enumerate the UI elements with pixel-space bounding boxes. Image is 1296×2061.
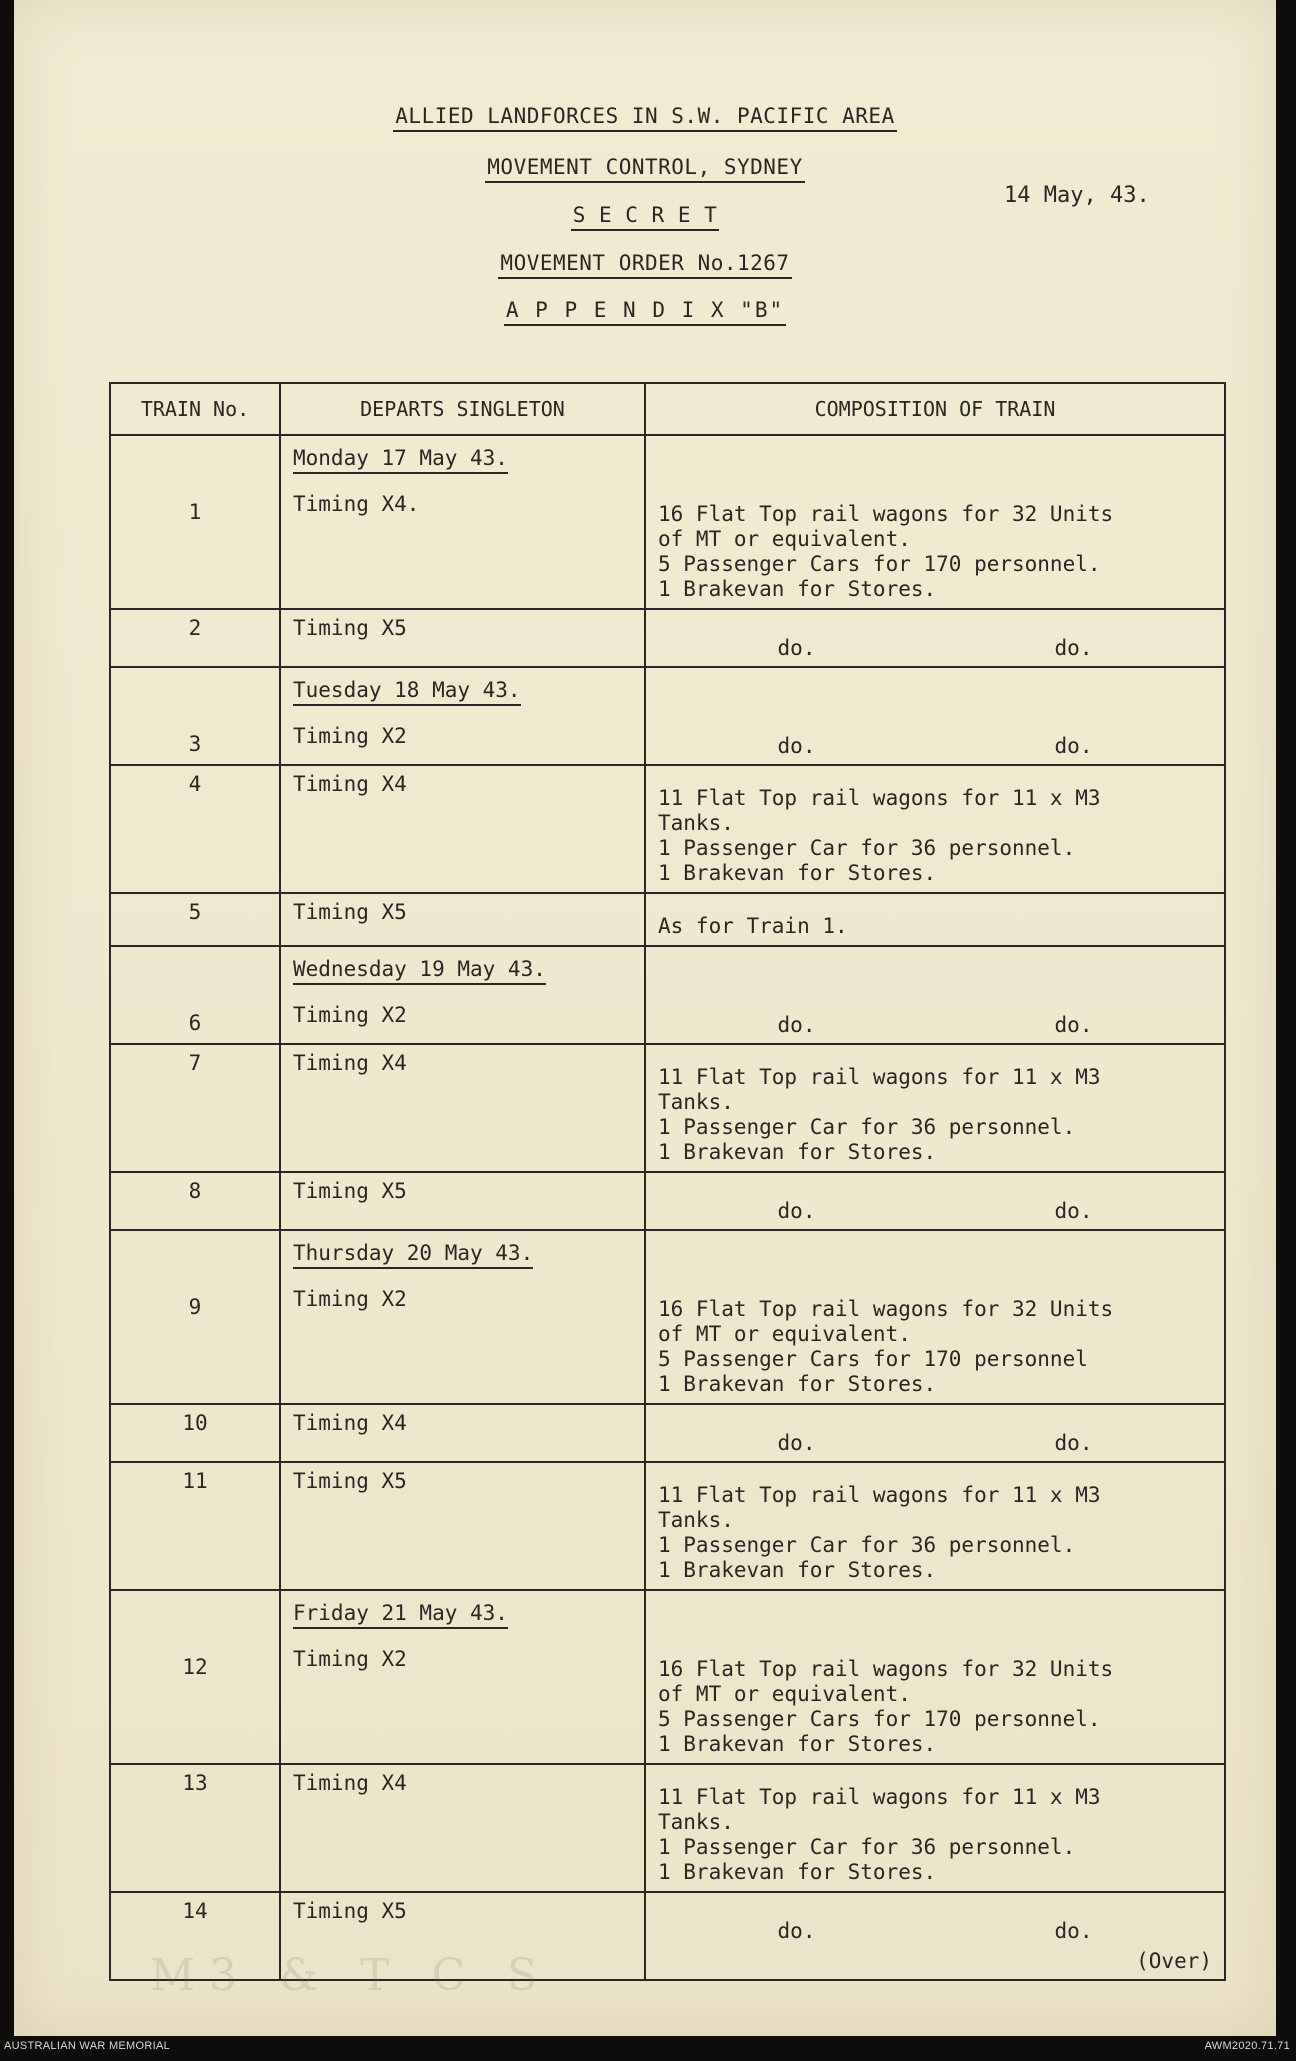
composition-line: 1 Brakevan for Stores. <box>658 577 937 601</box>
composition-line: Tanks. <box>658 1810 734 1834</box>
document-date: 14 May, 43. <box>1004 183 1150 208</box>
table-header-row <box>110 383 1225 435</box>
train-number: 13 <box>110 1764 280 1892</box>
composition-cell <box>645 1044 1225 1172</box>
composition-line: 11 Flat Top rail wagons for 11 x M3 <box>658 1483 1101 1507</box>
ditto-mark: do. <box>777 1919 816 1943</box>
table-row <box>110 1764 1225 1892</box>
over-note: (Over) <box>1136 1949 1212 1973</box>
ditto-mark: do. <box>777 1199 816 1223</box>
table-row <box>110 1172 1225 1230</box>
departure-cell <box>280 1764 645 1892</box>
composition-cell <box>645 946 1225 1044</box>
table-row <box>110 946 1225 1044</box>
ditto-mark: do. <box>777 636 816 660</box>
composition-line: 16 Flat Top rail wagons for 32 Units <box>658 502 1114 526</box>
table-row <box>110 609 1225 667</box>
header-appendix: A P P E N D I X "B" <box>14 298 1276 322</box>
ditto-mark: do. <box>1054 1199 1093 1223</box>
composition-line: As for Train 1. <box>658 914 848 938</box>
composition-line: 1 Passenger Car for 36 personnel. <box>658 1835 1076 1859</box>
ditto-mark: do. <box>1054 1013 1093 1037</box>
composition-line: Tanks. <box>658 811 734 835</box>
departure-timing: Timing X5 <box>293 1179 407 1203</box>
train-number: 10 <box>110 1404 280 1462</box>
departure-cell <box>280 1044 645 1172</box>
departure-cell <box>280 1404 645 1462</box>
departure-cell <box>280 609 645 667</box>
composition-line: 16 Flat Top rail wagons for 32 Units <box>658 1657 1114 1681</box>
composition-cell <box>645 1590 1225 1764</box>
ditto-mark: do. <box>777 1013 816 1037</box>
col-composition: COMPOSITION OF TRAIN <box>645 383 1225 435</box>
departure-cell <box>280 667 645 765</box>
train-schedule-table <box>109 382 1226 1981</box>
departure-timing: Timing X4 <box>293 1771 407 1795</box>
composition-cell <box>645 893 1225 946</box>
header-unit: MOVEMENT CONTROL, SYDNEY <box>14 155 1276 179</box>
train-number: 14 <box>110 1892 280 1980</box>
train-number: 3 <box>110 667 280 765</box>
composition-line: 5 Passenger Cars for 170 personnel. <box>658 552 1101 576</box>
table-row <box>110 667 1225 765</box>
departure-timing: Timing X4 <box>293 772 407 796</box>
departure-cell <box>280 765 645 893</box>
train-number: 9 <box>110 1230 280 1404</box>
header-order-number: MOVEMENT ORDER No.1267 <box>14 251 1276 275</box>
departure-day: Wednesday 19 May 43. <box>293 957 546 985</box>
departure-cell <box>280 1172 645 1230</box>
departure-timing: Timing X4. <box>293 492 420 516</box>
composition-cell <box>645 1230 1225 1404</box>
departure-cell <box>280 946 645 1044</box>
composition-line: of MT or equivalent. <box>658 1682 911 1706</box>
departure-cell <box>280 1590 645 1764</box>
composition-cell <box>645 1764 1225 1892</box>
composition-cell <box>645 435 1225 609</box>
departure-cell <box>280 1462 645 1590</box>
composition-line: Tanks. <box>658 1508 734 1532</box>
composition-cell <box>645 1462 1225 1590</box>
col-train-no: TRAIN No. <box>110 383 280 435</box>
train-number: 12 <box>110 1590 280 1764</box>
composition-cell <box>645 1172 1225 1230</box>
col-departs: DEPARTS SINGLETON <box>280 383 645 435</box>
ditto-mark: do. <box>777 1431 816 1455</box>
composition-line: 1 Brakevan for Stores. <box>658 1732 937 1756</box>
train-number: 11 <box>110 1462 280 1590</box>
departure-cell <box>280 1230 645 1404</box>
departure-timing: Timing X2 <box>293 1287 407 1311</box>
table-row <box>110 1230 1225 1404</box>
composition-line: 1 Brakevan for Stores. <box>658 1140 937 1164</box>
train-number: 5 <box>110 893 280 946</box>
ditto-mark: do. <box>1054 636 1093 660</box>
train-number: 7 <box>110 1044 280 1172</box>
table-row <box>110 1044 1225 1172</box>
train-number: 4 <box>110 765 280 893</box>
composition-cell <box>645 1892 1225 1980</box>
composition-cell <box>645 765 1225 893</box>
document-page <box>14 0 1276 2036</box>
composition-line: 5 Passenger Cars for 170 personnel <box>658 1347 1088 1371</box>
departure-timing: Timing X2 <box>293 1003 407 1027</box>
table-row <box>110 1404 1225 1462</box>
pencil-annotation: M3 & T C S <box>150 1950 552 2001</box>
departure-timing: Timing X5 <box>293 1899 407 1923</box>
departure-timing: Timing X4 <box>293 1411 407 1435</box>
composition-line: of MT or equivalent. <box>658 527 911 551</box>
departure-timing: Timing X2 <box>293 724 407 748</box>
composition-cell <box>645 667 1225 765</box>
composition-cell <box>645 609 1225 667</box>
composition-line: Tanks. <box>658 1090 734 1114</box>
header-classification: S E C R E T <box>14 203 1276 227</box>
departure-timing: Timing X5 <box>293 616 407 640</box>
footer-accession: AWM2020.71.71 <box>1204 2040 1290 2052</box>
departure-timing: Timing X5 <box>293 900 407 924</box>
composition-line: of MT or equivalent. <box>658 1322 911 1346</box>
footer-credit: AUSTRALIAN WAR MEMORIAL <box>4 2040 171 2052</box>
ditto-mark: do. <box>1054 1919 1093 1943</box>
composition-line: 1 Brakevan for Stores. <box>658 1558 937 1582</box>
composition-line: 1 Brakevan for Stores. <box>658 1372 937 1396</box>
departure-timing: Timing X4 <box>293 1051 407 1075</box>
departure-day: Monday 17 May 43. <box>293 446 508 474</box>
table-row <box>110 435 1225 609</box>
ditto-mark: do. <box>1054 734 1093 758</box>
table-row <box>110 765 1225 893</box>
departure-day: Tuesday 18 May 43. <box>293 678 521 706</box>
composition-line: 11 Flat Top rail wagons for 11 x M3 <box>658 786 1101 810</box>
train-number: 1 <box>110 435 280 609</box>
composition-line: 11 Flat Top rail wagons for 11 x M3 <box>658 1785 1101 1809</box>
departure-day: Thursday 20 May 43. <box>293 1241 533 1269</box>
train-number: 6 <box>110 946 280 1044</box>
composition-line: 16 Flat Top rail wagons for 32 Units <box>658 1297 1114 1321</box>
composition-line: 1 Brakevan for Stores. <box>658 861 937 885</box>
departure-day: Friday 21 May 43. <box>293 1601 508 1629</box>
composition-line: 1 Brakevan for Stores. <box>658 1860 937 1884</box>
composition-line: 1 Passenger Car for 36 personnel. <box>658 1533 1076 1557</box>
departure-timing: Timing X2 <box>293 1647 407 1671</box>
departure-cell <box>280 435 645 609</box>
composition-line: 1 Passenger Car for 36 personnel. <box>658 1115 1076 1139</box>
departure-timing: Timing X5 <box>293 1469 407 1493</box>
train-number: 8 <box>110 1172 280 1230</box>
composition-line: 5 Passenger Cars for 170 personnel. <box>658 1707 1101 1731</box>
composition-cell <box>645 1404 1225 1462</box>
departure-cell <box>280 893 645 946</box>
header-command: ALLIED LANDFORCES IN S.W. PACIFIC AREA <box>14 104 1276 128</box>
table-row <box>110 893 1225 946</box>
table-row <box>110 1462 1225 1590</box>
composition-line: 11 Flat Top rail wagons for 11 x M3 <box>658 1065 1101 1089</box>
ditto-mark: do. <box>777 734 816 758</box>
table-row <box>110 1590 1225 1764</box>
train-number: 2 <box>110 609 280 667</box>
ditto-mark: do. <box>1054 1431 1093 1455</box>
composition-line: 1 Passenger Car for 36 personnel. <box>658 836 1076 860</box>
